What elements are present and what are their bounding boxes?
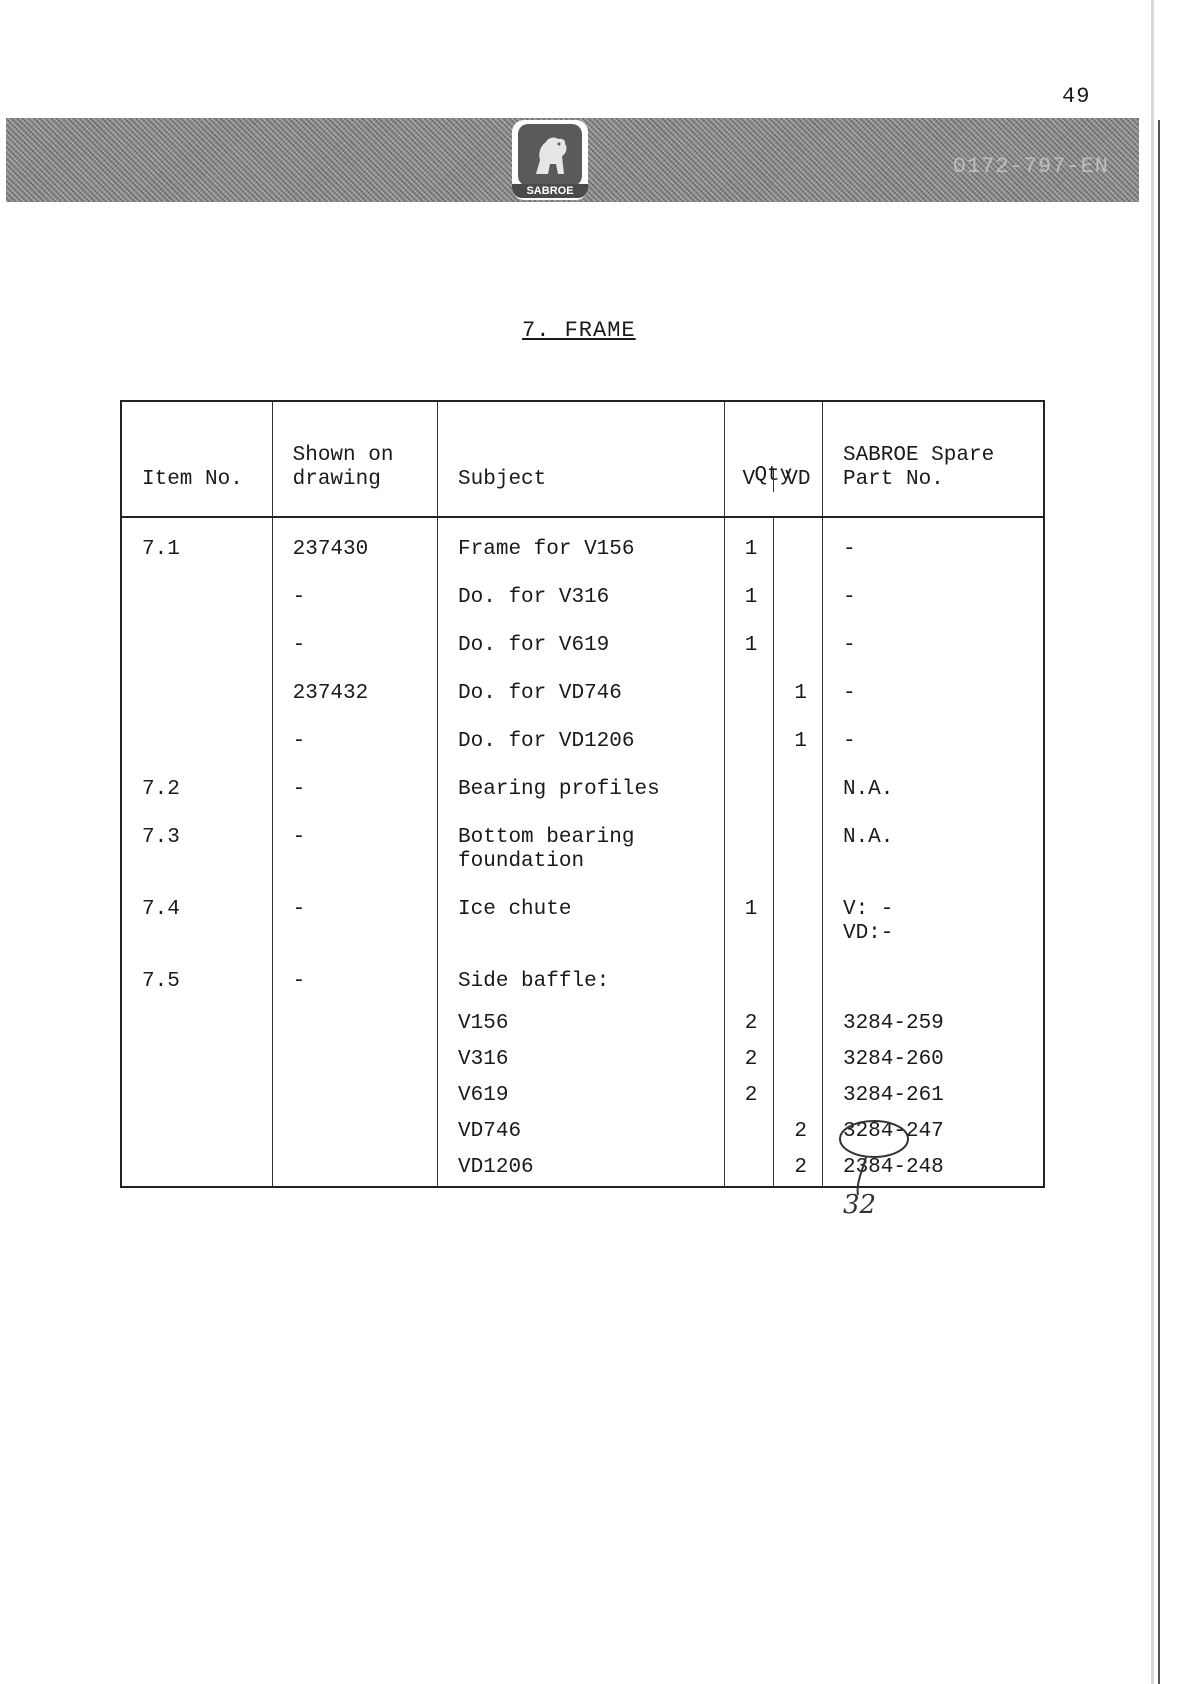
cell-qty-vd: 1 (774, 718, 823, 766)
cell-part-no (822, 958, 1044, 1006)
header-subject: Subject (438, 401, 725, 517)
cell-qty-v (724, 718, 774, 766)
table-row (121, 670, 1044, 718)
cell-part-no: - (822, 622, 1044, 670)
cell-part-no: N.A. (822, 814, 1044, 886)
cell-item: 7.2 (121, 766, 272, 814)
cell-qty-vd: 2 (774, 1114, 823, 1150)
section-title: 7. FRAME (522, 318, 636, 343)
cell-subject: V619 (438, 1078, 725, 1114)
table-row (121, 886, 1044, 958)
cell-drawing: 237432 (272, 670, 437, 718)
cell-qty-v: 2 (724, 1078, 774, 1114)
cell-subject: VD1206 (438, 1150, 725, 1187)
cell-subject: Bearing profiles (438, 766, 725, 814)
cell-qty-v: 1 (724, 574, 774, 622)
cell-qty-v (724, 814, 774, 886)
cell-item: 7.5 (121, 958, 272, 1006)
cell-subject: VD746 (438, 1114, 725, 1150)
cell-qty-vd: 2 (774, 1150, 823, 1187)
cell-subject (438, 814, 725, 886)
cell-drawing (272, 1114, 437, 1150)
header-qty (724, 401, 822, 517)
table-row (121, 814, 1044, 886)
table-row (121, 517, 1044, 574)
header-qty-label: Qty (754, 464, 793, 487)
cell-part-no: - (822, 517, 1044, 574)
page-edge-line (1158, 120, 1160, 1684)
cell-qty-vd (774, 1078, 823, 1114)
table-header-row (121, 401, 1044, 517)
cell-subject: Do. for VD1206 (438, 718, 725, 766)
cell-subject: Ice chute (438, 886, 725, 958)
cell-item (121, 574, 272, 622)
cell-part-no: - (822, 574, 1044, 622)
cell-part-no (822, 886, 1044, 958)
cell-drawing: - (272, 622, 437, 670)
table-row (121, 1078, 1044, 1114)
cell-item: 7.4 (121, 886, 272, 958)
header-item-no: Item No. (121, 401, 272, 517)
cell-drawing (272, 1150, 437, 1187)
cell-qty-vd (774, 886, 823, 958)
cell-part-no: N.A. (822, 766, 1044, 814)
cell-subject: Frame for V156 (438, 517, 725, 574)
cell-drawing (272, 1042, 437, 1078)
cell-subject-text: Bottom bearing foundation (458, 826, 635, 873)
cell-item (121, 1150, 272, 1187)
table-row (121, 1042, 1044, 1078)
cell-subject: Side baffle: (438, 958, 725, 1006)
header-qty-v: V (742, 468, 756, 491)
cell-item (121, 1078, 272, 1114)
cell-qty-v (724, 958, 774, 1006)
cell-qty-vd (774, 1042, 823, 1078)
cell-qty-vd (774, 574, 823, 622)
cell-subject: V156 (438, 1006, 725, 1042)
handwritten-note: 32 (843, 1190, 877, 1220)
cell-part-no: 3284-247 (822, 1114, 1044, 1150)
cell-item: 7.3 (121, 814, 272, 886)
cell-item (121, 718, 272, 766)
cell-subject: V316 (438, 1042, 725, 1078)
spare-parts-table (120, 400, 1045, 1188)
cell-part-no: - (822, 718, 1044, 766)
sabroe-logo (512, 120, 588, 200)
cell-drawing: - (272, 958, 437, 1006)
cell-part-no: - (822, 670, 1044, 718)
table-row (121, 718, 1044, 766)
cell-qty-vd (774, 766, 823, 814)
header-part-label: SABROE Spare Part No. (842, 444, 995, 491)
cell-part-no: 3284-261 (822, 1078, 1044, 1114)
polar-bear-icon (526, 130, 574, 180)
header-drawing-label: Shown on drawing (292, 444, 394, 491)
header-qty-vd: VD (773, 468, 822, 492)
cell-item (121, 622, 272, 670)
logo-text: SABROE (512, 184, 588, 198)
document-code: 0172-797-EN (952, 154, 1109, 179)
cell-item: 7.1 (121, 517, 272, 574)
cell-qty-vd (774, 622, 823, 670)
cell-drawing: - (272, 574, 437, 622)
header-spare-part-no (822, 401, 1044, 517)
cell-part-no: 3284-259 (822, 1006, 1044, 1042)
cell-qty-v: 1 (724, 886, 774, 958)
cell-qty-v: 1 (724, 622, 774, 670)
cell-item (121, 670, 272, 718)
cell-part-no: 3284-260 (822, 1042, 1044, 1078)
cell-qty-v (724, 670, 774, 718)
cell-item (121, 1042, 272, 1078)
cell-subject: Do. for V619 (438, 622, 725, 670)
logo-badge (518, 124, 582, 186)
cell-drawing: - (272, 886, 437, 958)
cell-qty-v: 2 (724, 1042, 774, 1078)
cell-item (121, 1114, 272, 1150)
table-row (121, 766, 1044, 814)
cell-item (121, 1006, 272, 1042)
table-row (121, 622, 1044, 670)
cell-part-no-text: V: - VD:- (842, 898, 894, 945)
cell-qty-vd: 1 (774, 670, 823, 718)
cell-drawing (272, 1006, 437, 1042)
header-shown-on-drawing (272, 401, 437, 517)
page-edge-shadow (1151, 0, 1154, 1684)
cell-qty-v (724, 766, 774, 814)
cell-subject: Do. for V316 (438, 574, 725, 622)
cell-drawing: - (272, 718, 437, 766)
cell-qty-v (724, 1150, 774, 1187)
cell-qty-vd (774, 814, 823, 886)
cell-subject: Do. for VD746 (438, 670, 725, 718)
cell-drawing: 237430 (272, 517, 437, 574)
cell-qty-v: 2 (724, 1006, 774, 1042)
cell-qty-vd (774, 517, 823, 574)
table-row (121, 958, 1044, 1006)
cell-drawing (272, 1078, 437, 1114)
page-number: 49 (1062, 84, 1091, 109)
cell-drawing: - (272, 766, 437, 814)
cell-qty-v: 1 (724, 517, 774, 574)
cell-part-no: 2384-248 (822, 1150, 1044, 1187)
cell-qty-vd (774, 1006, 823, 1042)
table-row (121, 574, 1044, 622)
cell-drawing: - (272, 814, 437, 886)
table-row (121, 1006, 1044, 1042)
cell-qty-v (724, 1114, 774, 1150)
cell-qty-vd (774, 958, 823, 1006)
